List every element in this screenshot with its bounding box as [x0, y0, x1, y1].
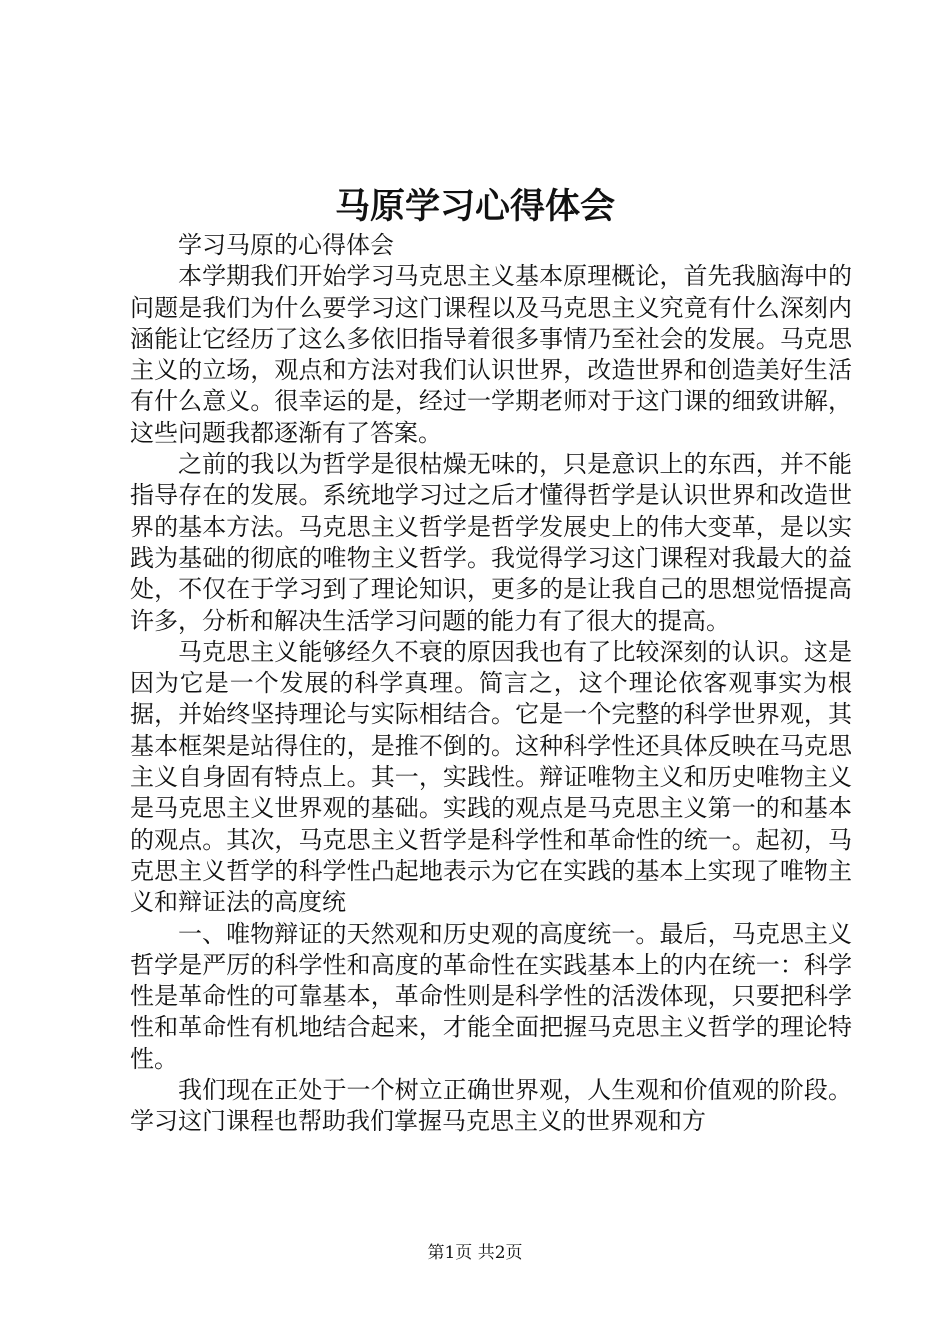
- paragraph: 之前的我以为哲学是很枯燥无味的，只是意识上的东西，并不能指导存在的发展。系统地学习过之后才懂得哲学是认识世界和改造世界的基本方法。马克思主义哲学是哲学发展史上的伟大变革，是以实践为基础的彻底的唯物主义哲学。我觉得学习这门课程对我最大的益处，不仅在于学习到了理论知识，更多的是让我自己的思想觉悟提高许多，分析和解决生活学习问题的能力有了很大的提高。: [130, 450, 852, 635]
- paragraph: 我们现在正处于一个树立正确世界观，人生观和价值观的阶段。学习这门课程也帮助我们掌握马克思主义的世界观和方: [130, 1076, 852, 1136]
- paragraph-subtitle: 学习马原的心得体会: [178, 231, 394, 259]
- paragraph: 本学期我们开始学习马克思主义基本原理概论，首先我脑海中的问题是我们为什么要学习这门课程以及马克思主义究竟有什么深刻内涵能让它经历了这么多依旧指导着很多事情乃至社会的发展。马克思主义的立场，观点和方法对我们认识世界，改造世界和创造美好生活有什么意义。很幸运的是，经过一学期老师对于这门课的细致讲解，这些问题我都逐渐有了答案。: [130, 262, 852, 447]
- document-title: 马原学习心得体会: [334, 186, 615, 227]
- paragraph: 一、唯物辩证的天然观和历史观的高度统一。最后，马克思主义哲学是严厉的科学性和高度的革命性在实践基本上的内在统一：科学性是革命性的可靠基本，革命性则是科学性的活泼体现，只要把科学性和革命性有机地结合起来，才能全面把握马克思主义哲学的理论特性。: [130, 919, 852, 1073]
- document-body: [130, 230, 852, 1138]
- paragraph: 马克思主义能够经久不衰的原因我也有了比较深刻的认识。这是因为它是一个发展的科学真理。简言之，这个理论依客观事实为根据，并始终坚持理论与实际相结合。它是一个完整的科学世界观，其基本框架是站得住的，是推不倒的。这种科学性还具体反映在马克思主义自身固有特点上。其一，实践性。辩证唯物主义和历史唯物主义是马克思主义世界观的基础。实践的观点是马克思主义第一的和基本的观点。其次，马克思主义哲学是科学性和革命性的统一。起初，马克思主义哲学的科学性凸起地表示为它在实践的基本上实现了唯物主义和辩证法的高度统: [130, 637, 852, 917]
- page-footer: 第1页 共2页: [427, 1243, 523, 1263]
